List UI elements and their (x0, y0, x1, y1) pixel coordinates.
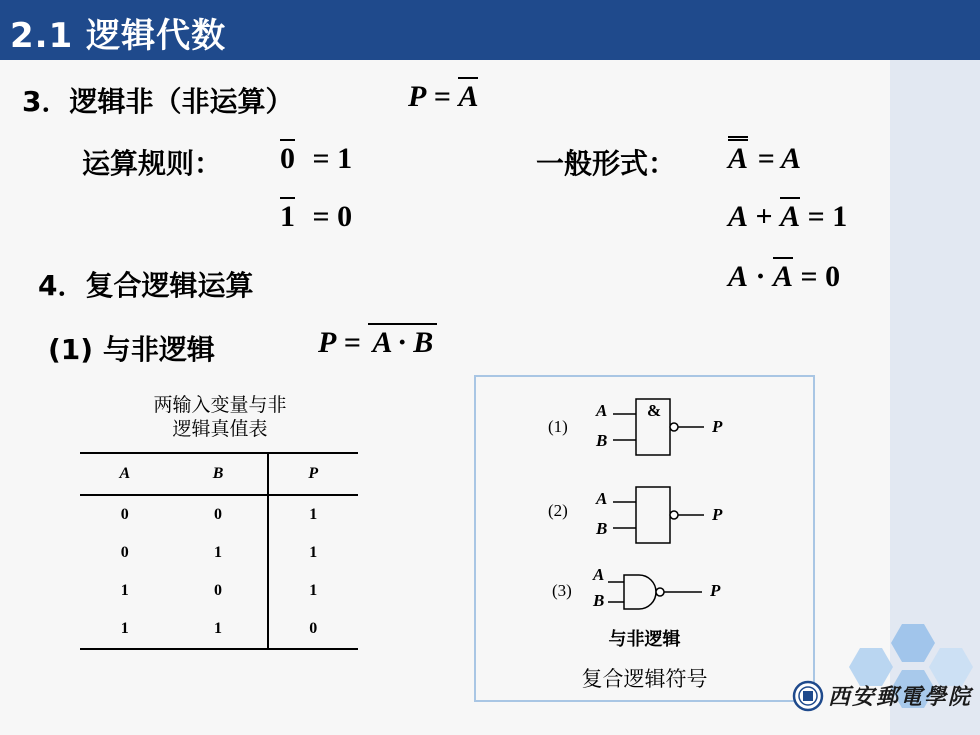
table-cell: 0 (214, 582, 223, 599)
table-cell: 1 (214, 620, 223, 637)
truth-table-caption (120, 393, 320, 441)
rule-2-rest: = 0 (312, 200, 353, 233)
truth-header-a: A (119, 465, 131, 482)
general-1-rest: = A (757, 142, 802, 175)
table-row (80, 534, 358, 572)
general-3-a: A (728, 260, 749, 293)
table-cell: 0 (214, 506, 223, 523)
general-label: 一般形式： (536, 147, 677, 180)
table-cell: 0 (268, 610, 358, 649)
nand-gate-3 (608, 575, 702, 609)
rule-1-over: 0 (280, 139, 295, 175)
nand-formula-lhs: P (318, 326, 337, 359)
general-2-a: A (728, 200, 749, 233)
gate-3-input-a: A (593, 565, 605, 584)
gate-2-output-p: P (712, 505, 723, 524)
rule-1-rest: = 1 (312, 142, 353, 175)
nand-formula (318, 326, 437, 360)
nand-label: (1) 与非逻辑 (48, 333, 215, 366)
university-emblem-icon (792, 680, 824, 712)
formula-lhs: P (408, 80, 427, 113)
gate-2-input-a: A (596, 489, 608, 508)
title-bar (0, 0, 980, 60)
table-cell: 0 (120, 506, 129, 523)
university-logo-text: 西安郵電學院 (828, 684, 973, 710)
not-formula (408, 80, 478, 114)
table-cell: 1 (120, 582, 129, 599)
formula-eq: = (433, 80, 451, 113)
general-3-rest: = 0 (800, 260, 841, 293)
compound-logic-symbols-caption: 复合逻辑符号 (581, 667, 708, 691)
section-3-heading: 3．逻辑非（非运算） (22, 85, 294, 118)
gate-1-output-p: P (712, 417, 723, 436)
table-cell: 1 (268, 534, 358, 572)
gate-1-input-a: A (596, 401, 608, 420)
general-3-over: A (773, 257, 793, 293)
general-2-over: A (780, 197, 800, 233)
rule-1 (280, 142, 352, 176)
general-2-rest: = 1 (807, 200, 848, 233)
general-1 (728, 142, 801, 176)
gate-2-number: (2) (548, 501, 568, 520)
general-3-dot: · (755, 260, 766, 293)
gate-3-number: (3) (552, 581, 572, 600)
table-row (80, 495, 358, 534)
nand-logic-caption: 与非逻辑 (608, 629, 681, 650)
hexagon-decoration (790, 620, 980, 730)
table-cell: 1 (268, 495, 358, 534)
slide-title: 2.1 逻辑代数 (10, 16, 227, 56)
general-2-plus: + (755, 200, 773, 233)
table-row (80, 572, 358, 610)
general-2 (728, 200, 847, 234)
table-cell: 1 (268, 572, 358, 610)
table-row (80, 610, 358, 649)
gate-symbols-drawing (476, 377, 813, 617)
general-3 (728, 260, 840, 294)
gate-2-input-b: B (596, 519, 608, 538)
truth-header-b: B (212, 465, 224, 482)
section-4-heading: 4．复合逻辑运算 (38, 269, 254, 302)
nand-formula-eq: = (343, 326, 361, 359)
nand-gate-2 (613, 487, 704, 543)
gate-3-output-p: P (710, 581, 721, 600)
gate-1-ampersand: & (647, 401, 662, 420)
truth-table-caption-line-1: 两输入变量与非 (153, 394, 287, 416)
truth-table-header-row (80, 453, 358, 495)
truth-table-caption-line-2: 逻辑真值表 (172, 418, 268, 440)
gate-1-number: (1) (548, 417, 568, 436)
gate-1-input-b: B (596, 431, 608, 450)
nand-formula-over: A · B (368, 323, 437, 359)
rule-2-over: 1 (280, 197, 295, 233)
truth-header-p: P (268, 453, 358, 495)
truth-table (80, 452, 358, 650)
formula-var-overbar: A (458, 77, 478, 113)
general-1-over: A (728, 136, 748, 175)
table-cell: 0 (120, 544, 129, 561)
logic-symbols-box (474, 375, 815, 702)
table-cell: 1 (120, 620, 129, 637)
rules-label: 运算规则： (82, 147, 223, 180)
table-cell: 1 (214, 544, 223, 561)
rule-2 (280, 200, 352, 234)
gate-3-input-b: B (593, 591, 605, 610)
